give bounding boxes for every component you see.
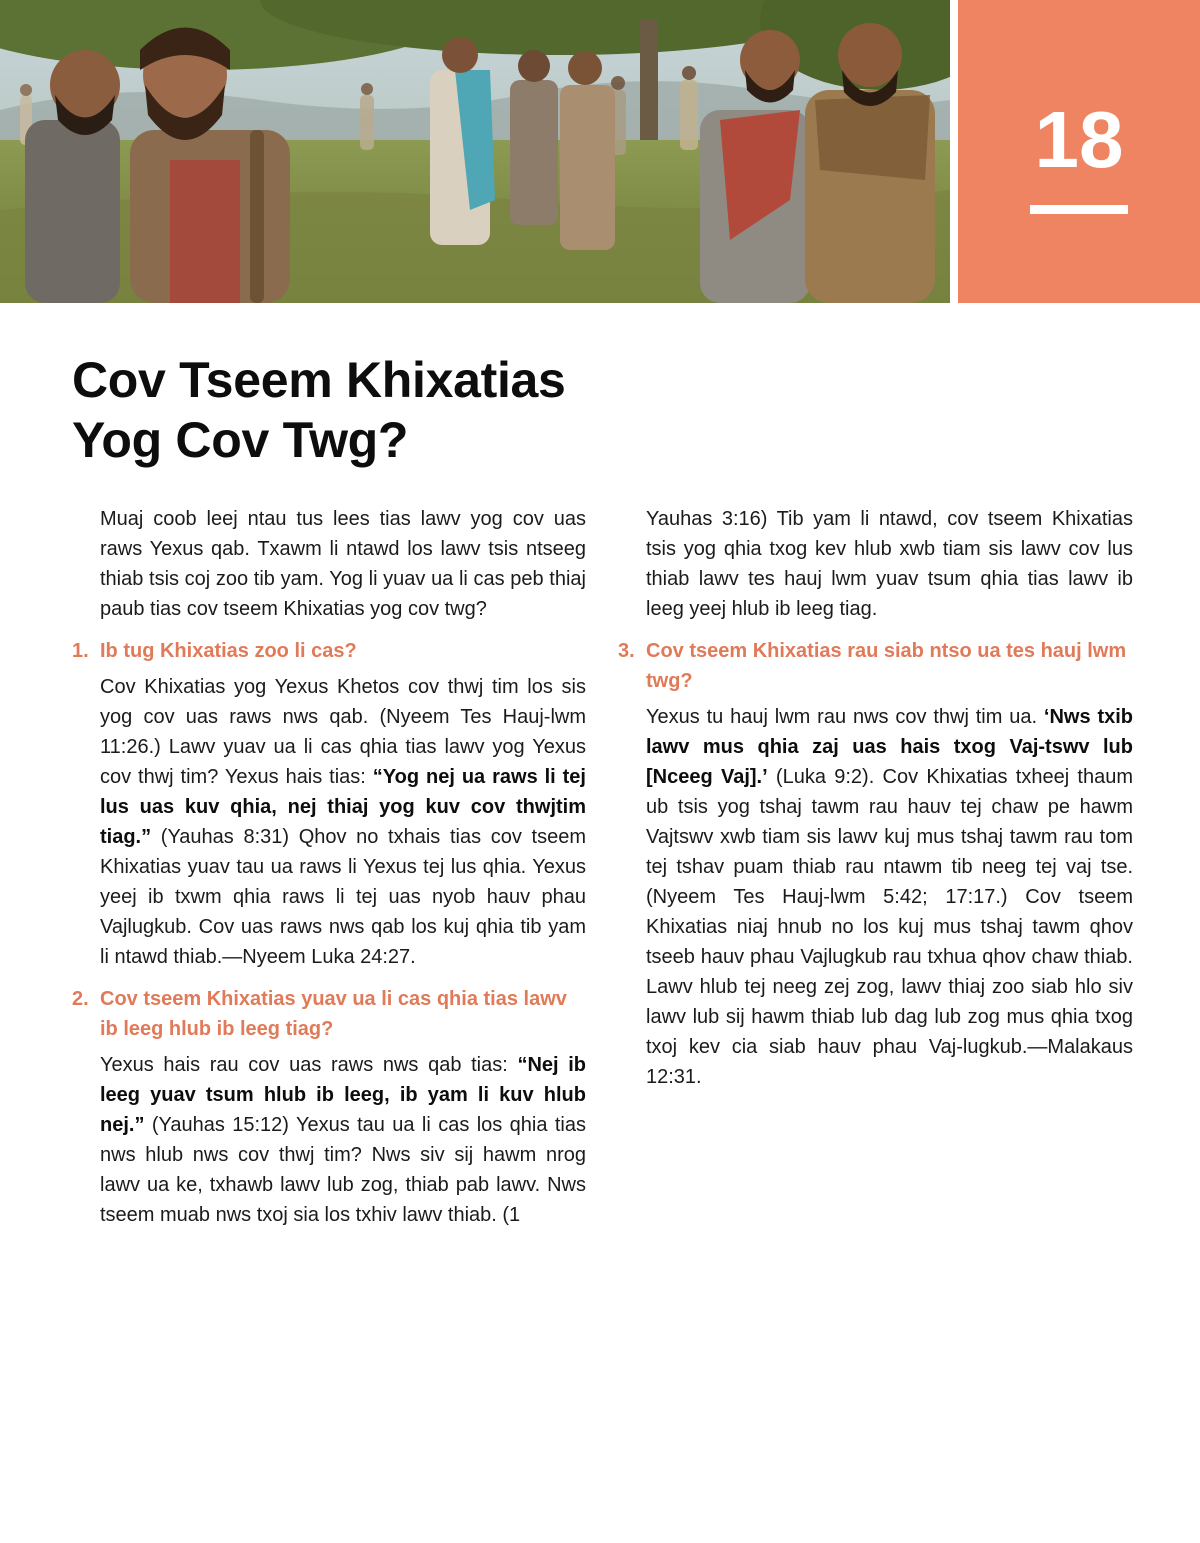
answer-paragraph-1 [100,672,586,972]
lesson-number: 18 [1034,95,1124,184]
question-text-3: Cov tseem Khixatias rau siab ntso ua tes hauj lwm twg? [646,640,1127,692]
column-right [618,504,1134,1092]
question-number-1: 1. [72,640,89,662]
answer-2-text-b: (Yauhas 15:12) Yexus tau ua li cas los qhia tias nws hlub nws cov thwj tim? Nws siv sij hawm nrog lawv ua ke, txhawb lawv lub zog, thiab pab lawv. Nws tseem muab nws txoj sia los txhiv lawv thiab. (1 [100,1114,586,1226]
hero-illustration [0,0,950,303]
question-number-3: 3. [618,640,635,662]
answer-3-text-a: Yexus tu hauj lwm rau nws cov thwj tim ua. [646,706,1044,728]
page-title [72,350,566,470]
lesson-number-underline [1030,205,1128,214]
question-text-1: Ib tug Khixatias zoo li cas? [100,640,357,662]
question-heading-2 [72,984,586,1044]
answer-3-quote: ‘Nws txib lawv mus qhia zaj uas hais txog Vaj-tswv lub [Nceeg Vaj].’ [646,706,1134,788]
page-title-line-1: Cov Tseem Khixatias [72,352,566,408]
question-heading-3 [618,636,1133,696]
question-text-2: Cov tseem Khixatias yuav ua li cas qhia tias lawv ib leeg hlub ib leeg tiag? [100,988,567,1040]
answer-paragraph-2-continued: Yauhas 3:16) Tib yam li ntawd, cov tseem Khixatias tsis yog qhia txog kev hlub xwb tiam sis lawv cov lus thiab lawv tes hauj lwm yuav tsum qhia tias lawv ib leeg yeej hlub ib leeg tiag. [646,508,1133,620]
answer-3-text-b: (Luka 9:2). Cov Khixatias txheej thaum ub tsis yog tshaj tawm rau hauv tej chaw pe hawm Vajtswv xwb tiam sis lawv kuj mus tshaj tawm rau tom tej tshav puam thiab rau ntawm tib neeg tej vaj tse. (Nyeem Tes Hauj-lwm 5:42; 17:17.) Cov tseem Khixatias niaj hnub no los kuj mus tshaj tawm qhov tseeb hauv phau Vajlugkub rau txhua qhov chaw thiab. Lawv hlub tej neeg zej zog, lawv thiaj zoo siab hlo siv lawv lub sij hawm thiab lub dag lub zog mus qhia txog txoj kev cia siab hauv phau Vaj-lugkub.—Malakaus 12:31. [646,766,1134,1088]
answer-1-text-a: Cov Khixatias yog Yexus Khetos cov thwj tim los sis yog cov uas raws nws qab. (Nyeem Tes Hauj-lwm 11:26.) Lawv yuav ua li cas qhia tias lawv yog Yexus cov thwj tim? Yexus hais tias: [100,676,586,788]
answer-paragraph-2 [100,1050,586,1230]
intro-paragraph: Muaj coob leej ntau tus lees tias lawv yog cov uas raws Yexus qab. Txawm li ntawd los lawv tsis ntseeg thiab tsis coj zoo tib yam. Yog li yuav ua li cas peb thiaj paub tias cov tseem Khixatias yog cov twg? [100,508,586,620]
question-heading-1 [72,636,586,666]
question-number-2: 2. [72,988,89,1010]
answer-2-text-a: Yexus hais rau cov uas raws nws qab tias: [100,1054,518,1076]
answer-2-quote: “Nej ib leeg yuav tsum hlub ib leeg, ib yam li kuv hlub nej.” [100,1054,587,1136]
page-title-line-2: Yog Cov Twg? [72,412,409,468]
answer-paragraph-3 [646,702,1133,1092]
column-left [72,504,587,1230]
lesson-number-badge [958,0,1200,303]
answer-1-text-b: (Yauhas 8:31) Qhov no txhais tias cov tseem Khixatias yuav tau ua raws li Yexus tej lus qhia. Yexus yeej ib txwm qhia raws li tej uas nyob hauv phau Vajlugkub. Cov uas raws nws qab los kuj qhia tib yam li ntawd thiab.—Nyeem Luka 24:27. [100,826,586,968]
answer-1-quote: “Yog nej ua raws li tej lus uas kuv qhia, nej thiaj yog kuv cov thwjtim tiag.” [100,766,586,848]
